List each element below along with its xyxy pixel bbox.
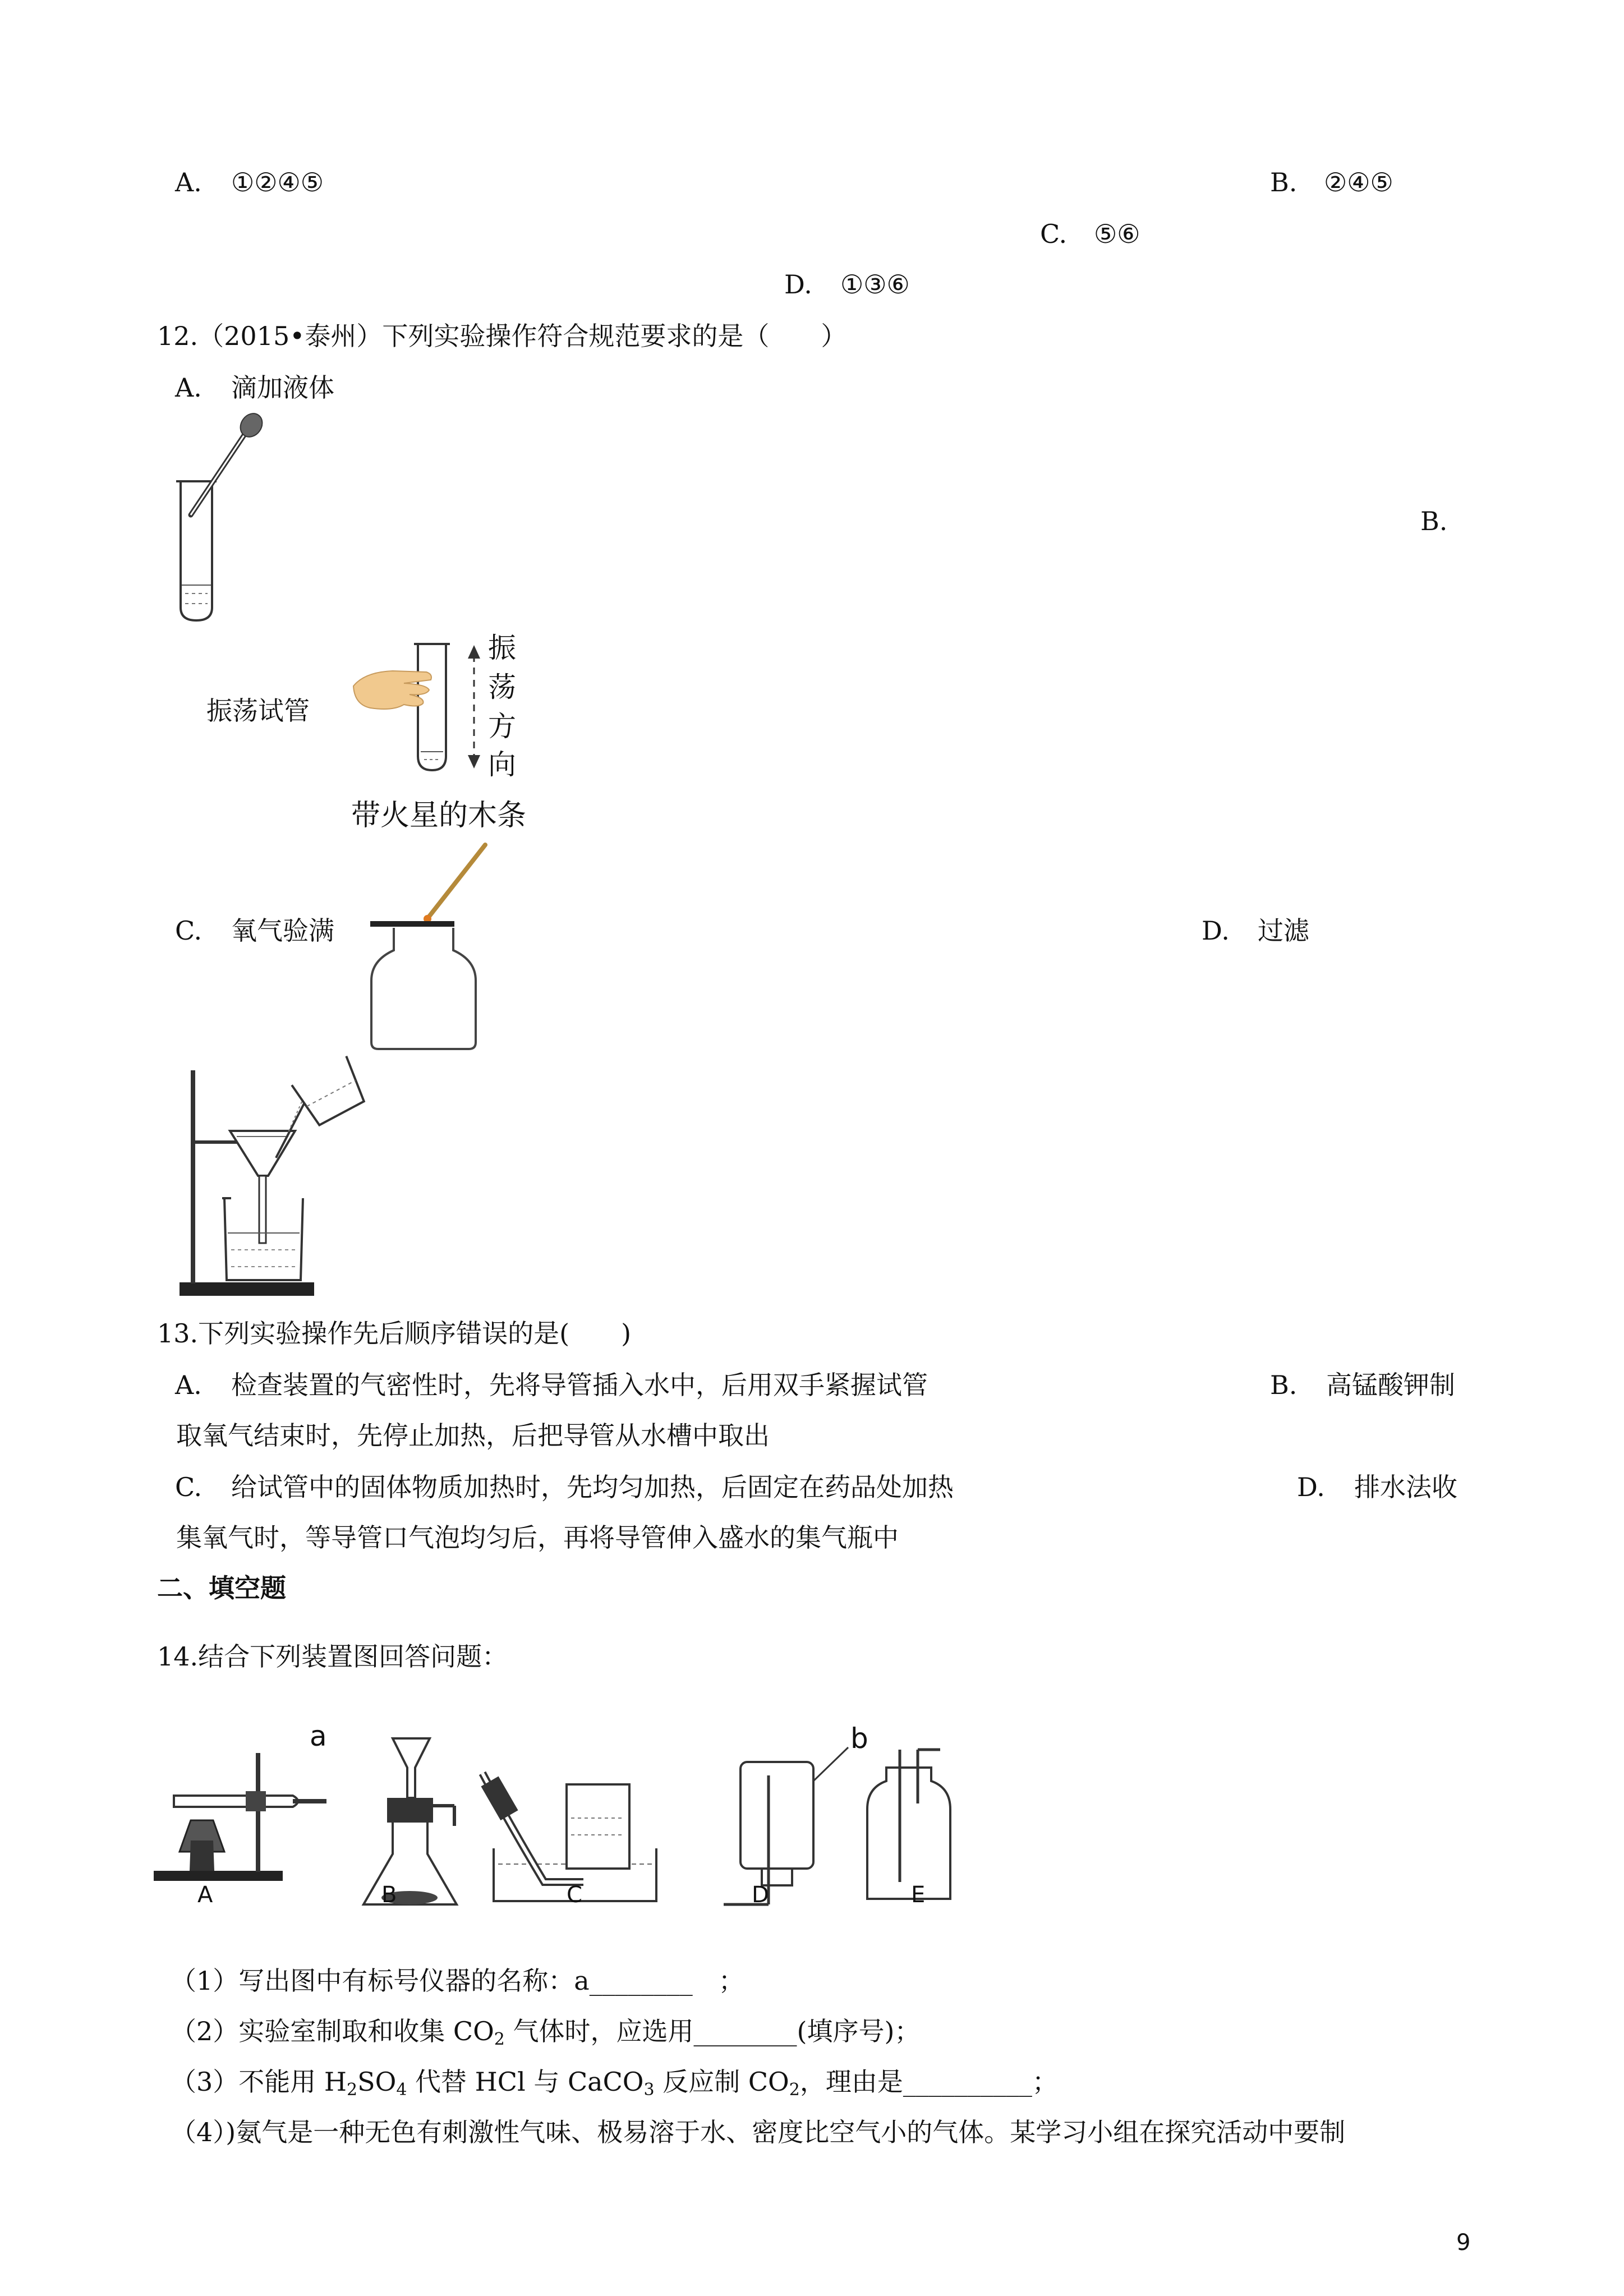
dropper-test-tube-figure	[168, 408, 280, 627]
q11-option-b-text: ②④⑤	[1324, 167, 1393, 197]
q13-option-b-text-1: 高锰酸钾制	[1326, 1370, 1455, 1400]
q13-option-a-label: A.	[175, 1370, 202, 1400]
q14-sub3-part5: ，理由是__________；	[799, 2067, 1058, 2097]
shake-tube-caption: 振荡试管	[206, 696, 310, 726]
shake-test-tube-figure	[348, 633, 494, 784]
q12-option-d-text: 过滤	[1258, 915, 1309, 946]
q12-option-c-text: 氧气验满	[231, 915, 334, 946]
shake-direction-char-1: 振	[488, 632, 516, 664]
page-number: 9	[1456, 2230, 1471, 2256]
marker-a: a	[310, 1720, 327, 1752]
oxygen-full-test-figure	[359, 840, 505, 1059]
filtration-figure	[168, 1048, 370, 1306]
q14-sub3-sub3: 3	[643, 2080, 655, 2100]
q11-option-c-label: C.	[1040, 219, 1068, 249]
q14-sub2-post: 气体时，应选用________(填序号)；	[504, 2016, 921, 2046]
q14-sub2-subscript: 2	[494, 2030, 505, 2049]
q11-option-d-label: D.	[784, 269, 812, 300]
q12-option-d-label: D.	[1202, 915, 1230, 946]
apparatus-label-d: D	[752, 1882, 769, 1908]
q12-option-c-label: C.	[175, 915, 203, 946]
q14-sub3-part1: （3）不能用 H	[171, 2067, 347, 2097]
q11-option-a-label: A.	[175, 167, 202, 197]
marker-b: b	[850, 1722, 868, 1755]
section-heading-fill-in: 二、填空题	[157, 1573, 286, 1603]
q13-option-b-text-2: 取氧气结束时，先停止加热，后把导管从水槽中取出	[176, 1420, 770, 1451]
q12-option-b-label: B.	[1420, 506, 1448, 536]
apparatus-label-b: B	[381, 1882, 397, 1908]
q14-stem: 14.结合下列装置图回答问题：	[157, 1641, 508, 1672]
q13-option-d-text-1: 排水法收	[1354, 1472, 1457, 1502]
q13-stem: 13.下列实验操作先后顺序错误的是( )	[157, 1318, 632, 1349]
glowing-splint-caption: 带火星的木条	[351, 799, 527, 832]
q14-sub2	[171, 2018, 920, 2048]
q14-sub3-part2: SO	[357, 2067, 397, 2097]
q14-sub3-sub2: 4	[396, 2080, 407, 2100]
q11-option-d-text: ①③⑥	[840, 269, 910, 300]
q14-sub3-sub1: 2	[347, 2080, 358, 2100]
q11-option-b-label: B.	[1270, 167, 1298, 197]
q11-option-c-text: ⑤⑥	[1094, 219, 1140, 249]
q14-sub3-part3: 代替 HCl 与 CaCO	[407, 2067, 644, 2097]
q13-option-a-text: 检查装置的气密性时，先将导管插入水中，后用双手紧握试管	[231, 1370, 928, 1400]
q12-option-a-text: 滴加液体	[231, 372, 334, 403]
shake-direction-char-3: 方	[488, 710, 516, 743]
q13-option-d-label: D.	[1297, 1472, 1325, 1502]
shake-direction-char-4: 向	[488, 748, 516, 781]
q13-option-b-label: B.	[1270, 1370, 1298, 1400]
q13-option-c-label: C.	[175, 1472, 203, 1502]
q14-sub3	[171, 2069, 1058, 2099]
apparatus-label-c: C	[567, 1882, 582, 1908]
apparatus-label-a: A	[197, 1882, 213, 1908]
q14-sub2-pre: （2）实验室制取和收集 CO	[171, 2016, 494, 2046]
q12-option-a-label: A.	[175, 372, 202, 403]
q14-sub4: （4）)氨气是一种无色有刺激性气味、极易溶于水、密度比空气小的气体。某学习小组在探究活动中要制	[171, 2117, 1346, 2147]
q11-option-a-text: ①②④⑤	[231, 167, 324, 197]
q12-stem: 12.（2015•泰州）下列实验操作符合规范要求的是（ ）	[157, 321, 847, 351]
q14-sub1: （1）写出图中有标号仪器的名称：a________ ；	[171, 1966, 744, 1996]
q14-sub3-part4: 反应制 CO	[654, 2067, 789, 2097]
shake-direction-char-2: 荡	[488, 671, 516, 703]
q13-option-d-text-2: 集氧气时，等导管口气泡均匀后，再将导管伸入盛水的集气瓶中	[176, 1522, 899, 1553]
q14-sub3-sub4: 2	[789, 2080, 800, 2100]
apparatus-label-e: E	[911, 1882, 926, 1908]
q13-option-c-text: 给试管中的固体物质加热时，先均匀加热，后固定在药品处加热	[231, 1472, 954, 1502]
